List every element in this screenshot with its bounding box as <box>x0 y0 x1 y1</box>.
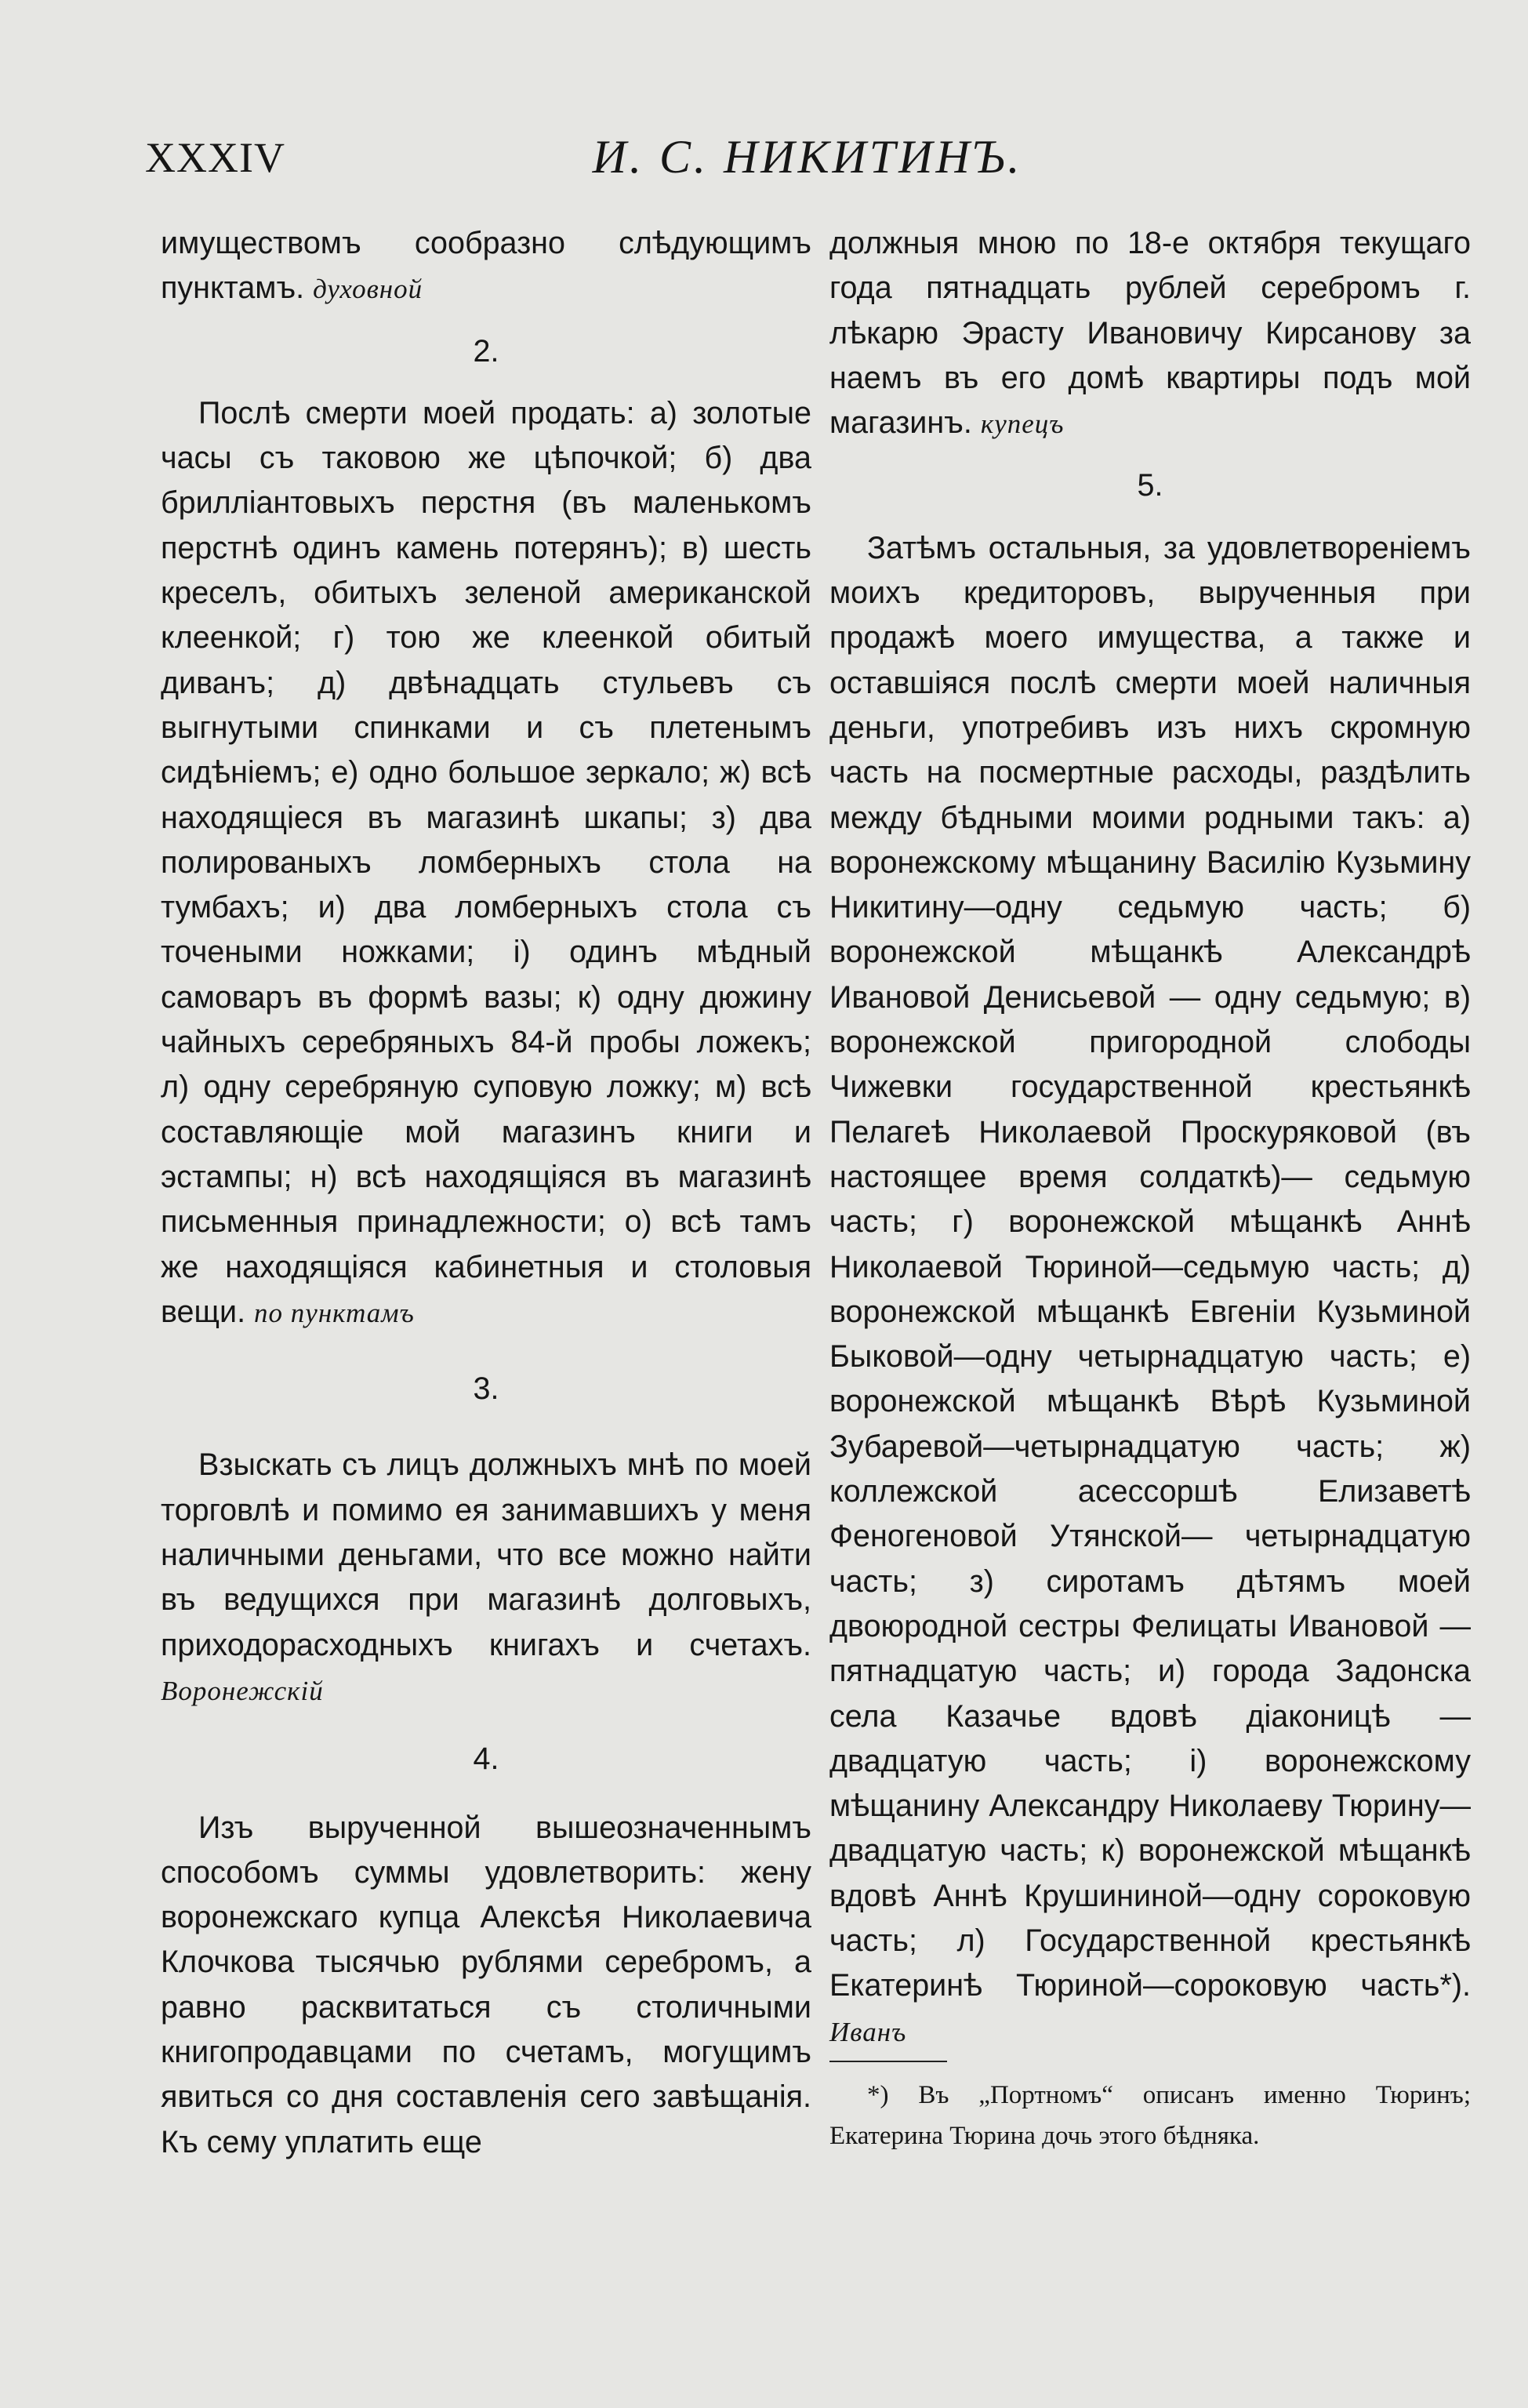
marginal-note: купецъ <box>980 409 1065 440</box>
marginal-note: Воронежскій <box>161 1675 324 1706</box>
page-header <box>145 125 1470 196</box>
page-number: XXXIV <box>145 134 285 181</box>
section-3-text: Взыскать съ лицъ должныхъ мнѣ по моей торговлѣ и помимо ея занимавшихъ у меня наличными деньгами, что все можно найти въ ведущихся при магазинѣ долговыхъ, приходорасходныхъ книгахъ и счетахъ. <box>161 1447 811 1662</box>
section-number-2: 2. <box>473 333 499 369</box>
marginal-note: Иванъ <box>829 2016 907 2047</box>
section-4-text: Изъ вырученной вышеозначеннымъ способомъ суммы удовлетворить: жену воронежскаго купца Алексѣя Николаевича Клочкова тысячью рублями серебромъ, а равно расквитаться съ столичными книгопродавцами по счетамъ, могущимъ явиться со дня составленія сего завѣщанія. Къ сему уплатить еще <box>161 1810 811 2159</box>
footnote-text: *) Въ „Портномъ“ описанъ именно Тюринъ; Екатерина Тюрина дочь этого бѣдняка. <box>829 2080 1471 2150</box>
section-5-text: Затѣмъ остальныя, за удовлетвореніемъ моихъ кредиторовъ, вырученныя при продажѣ моего имущества, а также и оставшіяся послѣ смерти моей наличныя деньги, употребивъ изъ нихъ скромную часть на посмертные расходы, раздѣлить между бѣдными моими родными такъ: а) воронежскому мѣщанину Василію Кузьмину Никитину—одну седьмую часть; б) воронежской мѣщанкѣ Александрѣ Ивановой Денисьевой — одну седьмую; в) воронежской пригородной слободы Чижевки государственной крестьянкѣ Пелагеѣ Николаевой Проскуряковой (въ настоящее время солдаткѣ)— седьмую часть; г) воронежской мѣщанкѣ Аннѣ Николаевой Тюриной—седьмую часть; д) воронежской мѣщанкѣ Евгеніи Кузьминой Быковой—одну четырнадцатую часть; е) воронежской мѣщанкѣ Вѣрѣ Кузьминой Зубаревой—четырнадцатую часть; ж) коллежской асессоршѣ Елизаветѣ Феногеновой Утянской— четырнадцатую часть; з) сиротамъ дѣтямъ моей двоюродной сестры Фелицаты Ивановой — пятнадцатую часть; и) города Задонска села Казачье вдовѣ діаконицѣ — двадцатую часть; і) воронежскому мѣщанину Александру Николаеву Тюрину— двадцатую часть; к) воронежской мѣщанкѣ вдовѣ Аннѣ Крушининой—одну сороковую часть; л) Государственной крестьянкѣ Екатеринѣ Тюриной—сороковую часть*). <box>829 530 1471 2003</box>
marginal-note: по пунктамъ <box>254 1297 415 1328</box>
section-number-5: 5. <box>1137 468 1163 503</box>
section-2-paragraph <box>161 391 811 1335</box>
section-2-text: Послѣ смерти моей продать: а) золотые часы съ таковою же цѣпочкой; б) два брилліантовыхъ перстня (въ маленькомъ перстнѣ одинъ камень потерянъ); в) шесть креселъ, обитыхъ зеленой американской клеенкой; г) тою же клеенкой обитый диванъ; д) двѣнадцать стульевъ съ выгнутыми спинками и съ плетенымъ сидѣніемъ; е) одно большое зеркало; ж) всѣ находящіеся въ магазинѣ шкапы; з) два полированыхъ ломберныхъ стола на тумбахъ; и) два ломберныхъ стола съ точеными ножками; і) одинъ мѣдный самоваръ въ формѣ вазы; к) одну дюжину чайныхъ серебряныхъ 84-й пробы ложекъ; л) одну серебряную суповую ложку; м) всѣ составляющіе мой магазинъ книги и эстампы; н) всѣ находящіяся въ магазинѣ письменныя принадлежности; о) всѣ тамъ же находящіяся кабинетныя и столовыя вещи. <box>161 395 811 1329</box>
footnote-rule <box>829 2061 947 2062</box>
right-column <box>829 221 1471 2156</box>
marginal-note: духовной <box>313 274 423 305</box>
section-number-3: 3. <box>473 1371 499 1407</box>
continuation-paragraph <box>829 221 1471 446</box>
continuation-text: должныя мною по 18-е октября текущаго года пятнадцать рублей серебромъ г. лѣкарю Эрасту Ивановичу Кирсанову за наемъ въ его домѣ квартиры подъ мой магазинъ. <box>829 226 1471 441</box>
section-5-paragraph <box>829 526 1471 2054</box>
section-3-paragraph <box>161 1443 811 1713</box>
intro-text: имуществомъ сообразно слѣдующимъ пунктамъ. <box>161 226 811 306</box>
intro-paragraph <box>161 221 811 312</box>
section-number-4: 4. <box>473 1742 499 1777</box>
running-title: И. С. НИКИТИНЪ. <box>592 131 1023 183</box>
left-column <box>161 221 811 2165</box>
